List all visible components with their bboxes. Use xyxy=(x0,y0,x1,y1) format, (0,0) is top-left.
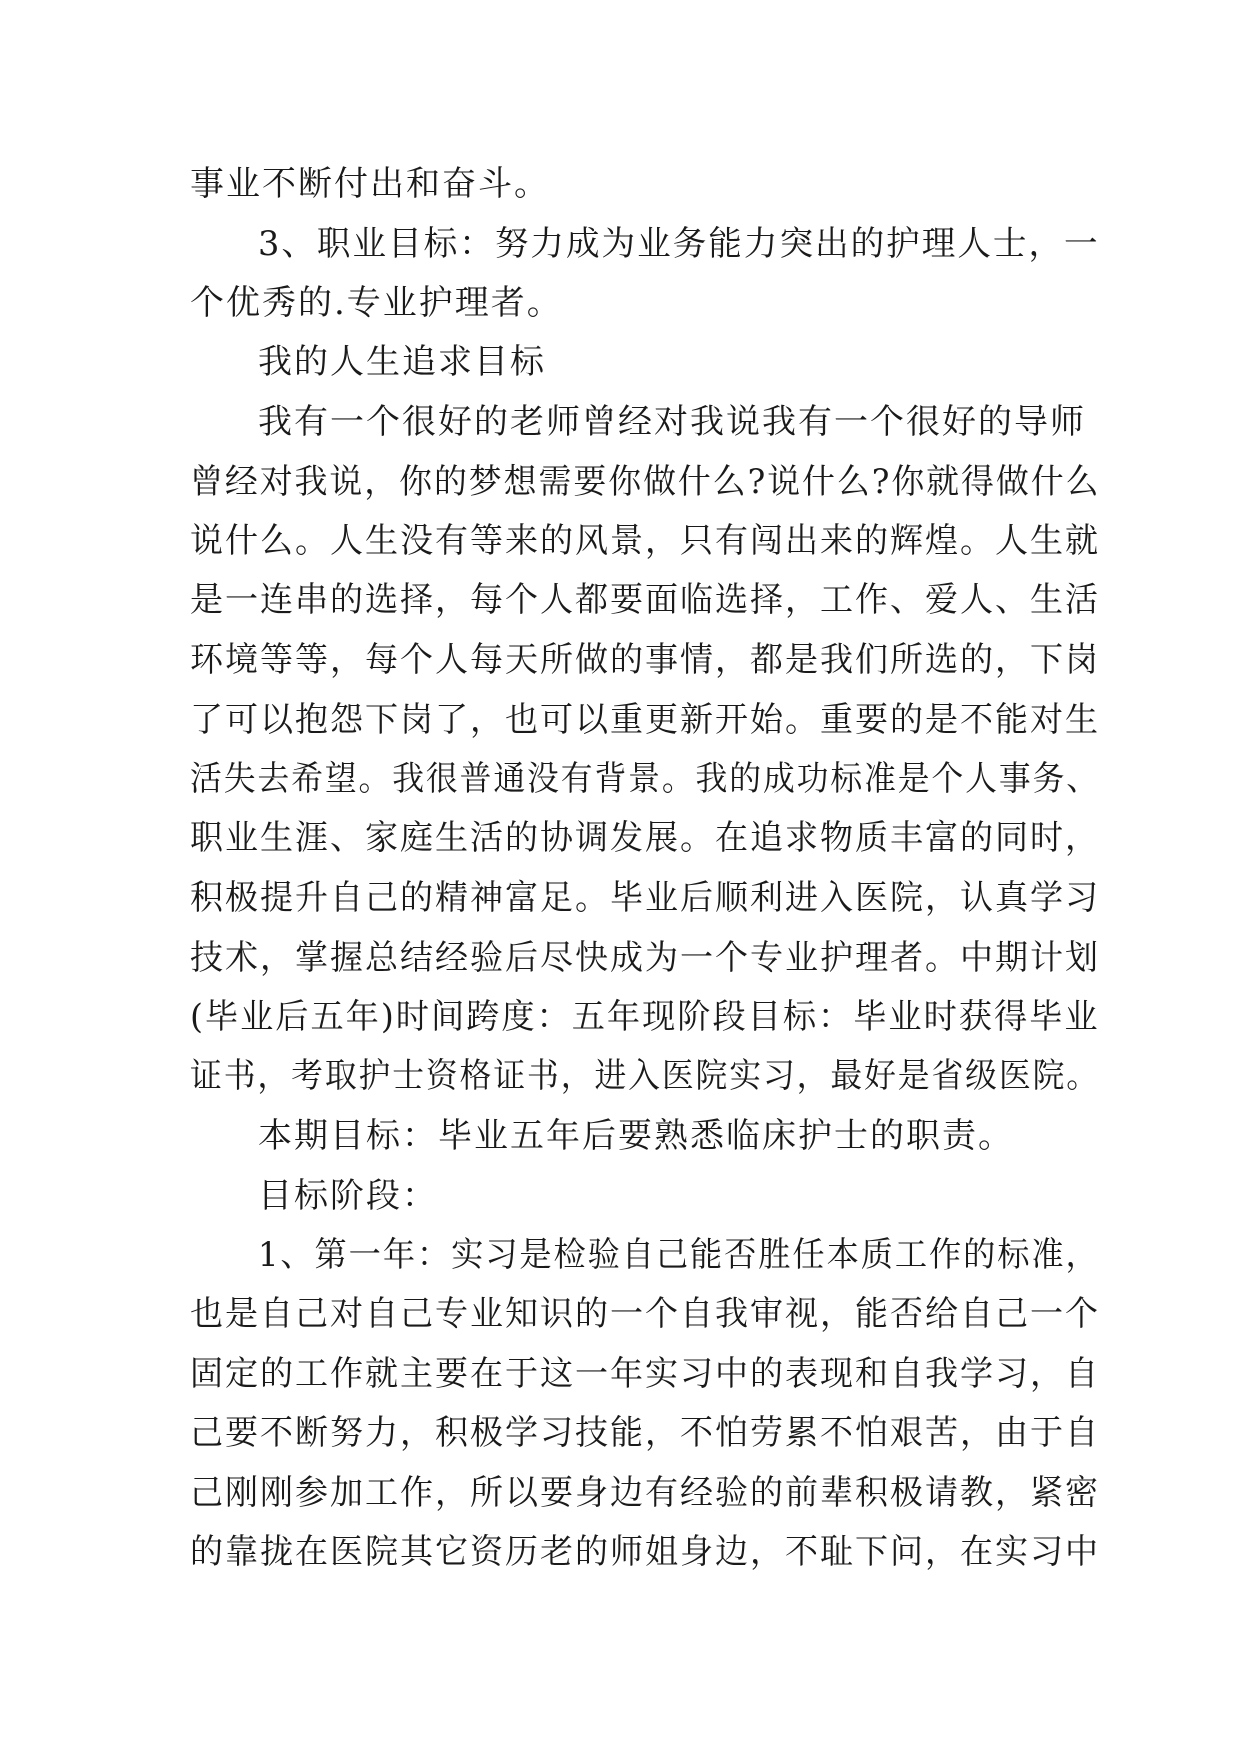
text-line: 也是自己对自己专业知识的一个自我审视，能否给自己一个 xyxy=(190,1294,1100,1334)
text-line: 本期目标：毕业五年后要熟悉临床护士的职责。 xyxy=(258,1116,1014,1156)
text-line: 个优秀的.专业护理者。 xyxy=(190,283,563,323)
text-line: 事业不断付出和奋斗。 xyxy=(190,164,550,204)
text-line: 是一连串的选择，每个人都要面临选择，工作、爱人、生活 xyxy=(190,580,1100,620)
text-line: 目标阶段： xyxy=(258,1176,438,1216)
text-line: 活失去希望。我很普通没有背景。我的成功标准是个人事务、 xyxy=(190,759,1100,799)
text-line: 说什么。人生没有等来的风景，只有闯出来的辉煌。人生就 xyxy=(190,521,1100,561)
section-heading: 我的人生追求目标 xyxy=(258,342,546,382)
text-line: 己刚刚参加工作，所以要身边有经验的前辈积极请教，紧密 xyxy=(190,1473,1100,1513)
text-line: 己要不断努力，积极学习技能，不怕劳累不怕艰苦，由于自 xyxy=(190,1413,1100,1453)
text-line: 环境等等，每个人每天所做的事情，都是我们所选的，下岗 xyxy=(190,640,1100,680)
text-line: 技术，掌握总结经验后尽快成为一个专业护理者。中期计划 xyxy=(190,938,1100,978)
text-line: 证书，考取护士资格证书，进入医院实习，最好是省级医院。 xyxy=(190,1056,1100,1096)
text-line: 了可以抱怨下岗了，也可以重更新开始。重要的是不能对生 xyxy=(190,700,1100,740)
text-line: (毕业后五年)时间跨度：五年现阶段目标：毕业时获得毕业 xyxy=(190,997,1100,1037)
text-line: 固定的工作就主要在于这一年实习中的表现和自我学习，自 xyxy=(190,1354,1100,1394)
text-line: 的靠拢在医院其它资历老的师姐身边，不耻下问，在实习中 xyxy=(190,1532,1100,1572)
text-line: 我有一个很好的老师曾经对我说我有一个很好的导师 xyxy=(258,402,1086,442)
text-line: 1、第一年：实习是检验自己能否胜任本质工作的标准， xyxy=(258,1235,1100,1275)
text-line: 3、职业目标：努力成为业务能力突出的护理人士，一 xyxy=(258,224,1100,264)
text-line: 曾经对我说，你的梦想需要你做什么?说什么?你就得做什么 xyxy=(190,462,1101,502)
text-line: 职业生涯、家庭生活的协调发展。在追求物质丰富的同时， xyxy=(190,818,1100,858)
text-line: 积极提升自己的精神富足。毕业后顺利进入医院，认真学习 xyxy=(190,878,1100,918)
